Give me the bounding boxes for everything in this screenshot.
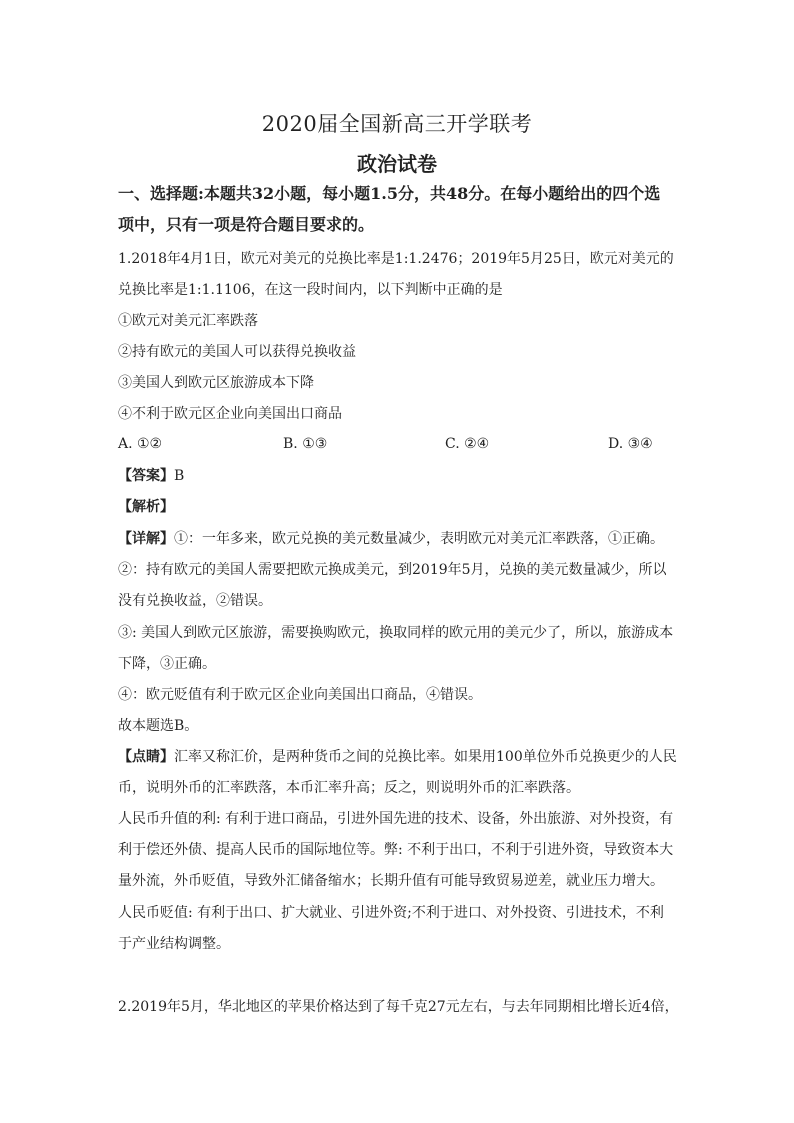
q1-point-2b: 利于偿还外债、提高人民币的国际地位等。弊: 不利于出口，不利于引进外资，导致资本大 bbox=[118, 842, 674, 858]
q1-detail-4: ④：欧元贬值有利于欧元区企业向美国出口商品，④错误。 bbox=[118, 687, 482, 703]
detail-text-1: ①：一年多来，欧元兑换的美元数量减少，表明欧元对美元汇率跌落，①正确。 bbox=[174, 531, 664, 547]
q1-option-d: D. ③④ bbox=[608, 436, 653, 452]
answer-tag: 【答案】 bbox=[118, 468, 174, 484]
q1-option-c: C. ②④ bbox=[445, 436, 490, 452]
detail-tag: 【详解】 bbox=[118, 531, 174, 547]
q1-conclusion: 故本题选B。 bbox=[118, 718, 199, 734]
q1-statement-2: ②持有欧元的美国人可以获得兑换收益 bbox=[118, 344, 356, 360]
section-heading-line2: 项中，只有一项是符合题目要求的。 bbox=[118, 215, 375, 234]
q1-detail-2a: ②：持有欧元的美国人需要把欧元换成美元，到2019年5月，兑换的美元数量减少，所以 bbox=[118, 562, 667, 578]
q1-stem-line2: 兑换比率是1:1.1106，在这一段时间内，以下判断中正确的是 bbox=[118, 282, 503, 298]
exam-title: 2020届全国新高三开学联考 bbox=[261, 112, 533, 136]
q1-point-2c: 量外流，外币贬值，导致外汇储备缩水；长期升值有可能导致贸易逆差，就业压力增大。 bbox=[118, 873, 664, 889]
point-text-1a: 汇率又称汇价，是两种货币之间的兑换比率。如果用100单位外币兑换更少的人民 bbox=[174, 749, 677, 765]
answer-value: B bbox=[174, 468, 185, 484]
q1-point-2a: 人民币升值的利: 有利于进口商品，引进外国先进的技术、设备，外出旅游、对外投资，有 bbox=[118, 811, 674, 827]
q1-point-3a: 人民币贬值: 有利于出口、扩大就业、引进外资;不利于进口、对外投资、引进技术，不利 bbox=[118, 905, 664, 921]
q1-point-3b: 于产业结构调整。 bbox=[118, 936, 230, 952]
section-heading-line1: 一、选择题:本题共32小题，每小题1.5分，共48分。在每小题给出的四个选 bbox=[118, 184, 661, 203]
q1-detail-3a: ③: 美国人到欧元区旅游，需要换购欧元，换取同样的欧元用的美元少了，所以，旅游成本 bbox=[118, 625, 674, 641]
q1-detail-1 bbox=[118, 529, 678, 549]
q1-answer-line bbox=[118, 466, 678, 486]
q1-statement-4: ④不利于欧元区企业向美国出口商品 bbox=[118, 406, 342, 422]
q1-detail-3b: 下降，③正确。 bbox=[118, 656, 216, 672]
q1-point-1a bbox=[118, 747, 678, 767]
q1-detail-2b: 没有兑换收益，②错误。 bbox=[118, 593, 272, 609]
q1-point-1b: 币，说明外币的汇率跌落，本币汇率升高；反之，则说明外币的汇率跌落。 bbox=[118, 780, 580, 796]
subject-title: 政治试卷 bbox=[357, 152, 437, 176]
q1-option-a: A. ①② bbox=[118, 436, 163, 452]
analysis-tag: 【解析】 bbox=[118, 499, 174, 515]
q1-stem-line1: 1.2018年4月1日，欧元对美元的兑换比率是1:1.2476；2019年5月25日，欧元对美元的 bbox=[118, 251, 674, 267]
point-tag: 【点睛】 bbox=[118, 749, 174, 765]
q1-statement-1: ①欧元对美元汇率跌落 bbox=[118, 313, 258, 329]
q1-option-b: B. ①③ bbox=[283, 436, 328, 452]
q1-statement-3: ③美国人到欧元区旅游成本下降 bbox=[118, 375, 314, 391]
q2-stem-line1: 2.2019年5月，华北地区的苹果价格达到了每千克27元左右，与去年同期相比增长近4倍， bbox=[118, 999, 679, 1015]
